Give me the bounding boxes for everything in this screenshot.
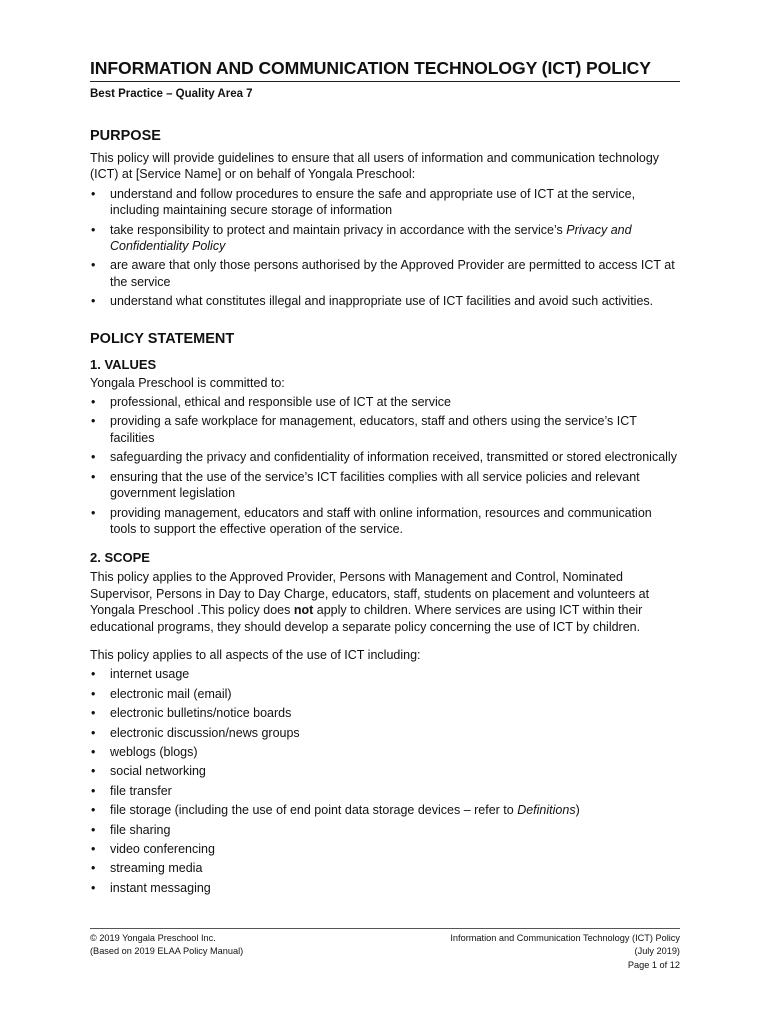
list-item: • providing management, educators and staff with online information, resources and communication tools to support the effective operation of the service. xyxy=(90,505,680,538)
list-item: • electronic discussion/news groups xyxy=(90,725,680,741)
list-item: • professional, ethical and responsible use of ICT at the service xyxy=(90,394,680,410)
document-title: INFORMATION AND COMMUNICATION TECHNOLOGY (ICT) POLICY xyxy=(90,58,680,82)
list-item xyxy=(90,802,680,818)
list-item: • weblogs (blogs) xyxy=(90,744,680,760)
footer-copyright: © 2019 Yongala Preschool Inc. xyxy=(90,933,216,943)
list-item: • electronic bulletins/notice boards xyxy=(90,705,680,721)
scope-heading: 2. SCOPE xyxy=(90,550,150,566)
policy-statement-heading: POLICY STATEMENT xyxy=(90,330,235,347)
list-item: • understand and follow procedures to ensure the safe and appropriate use of ICT at the service, including maintaining secure storage of information xyxy=(90,186,680,219)
document-subtitle: Best Practice – Quality Area 7 xyxy=(90,88,253,100)
footer-doc-title: Information and Communication Technology (ICT) Policy xyxy=(450,933,680,943)
purpose-heading: PURPOSE xyxy=(90,128,161,144)
scope-paragraph xyxy=(90,569,680,635)
list-item: • providing a safe workplace for management, educators, staff and others using the service’s ICT facilities xyxy=(90,413,680,446)
list-item: • understand what constitutes illegal and inappropriate use of ICT facilities and avoid such activities. xyxy=(90,293,680,309)
scope-emphasis: not xyxy=(293,603,314,618)
page-number: Page 1 of 12 xyxy=(627,959,680,970)
footer-right xyxy=(450,932,680,972)
list-item: • internet usage xyxy=(90,666,680,682)
purpose-intro: This policy will provide guidelines to ensure that all users of information and communication technology (ICT) at [Service Name] or on behalf of Yongala Preschool: xyxy=(90,151,660,182)
values-list xyxy=(90,394,680,537)
page-footer xyxy=(90,928,680,970)
footer-date: (July 2019) xyxy=(634,946,680,957)
list-item: • ensuring that the use of the service’s ICT facilities complies with all service policies and relevant government legislation xyxy=(90,469,680,502)
list-item: • social networking xyxy=(90,763,680,779)
values-heading: 1. VALUES xyxy=(90,356,157,372)
definitions-reference: Definitions xyxy=(517,803,576,818)
list-item: • electronic mail (email) xyxy=(90,686,680,702)
footer-source: (Based on 2019 ELAA Policy Manual) xyxy=(90,946,244,957)
list-item: • safeguarding the privacy and confidentiality of information received, transmitted or stored electronically xyxy=(90,449,680,465)
footer-left xyxy=(90,932,243,959)
scope-list xyxy=(90,666,680,896)
list-item: • file sharing xyxy=(90,822,680,838)
scope-text: This policy applies to the Approved Provider, Persons with Management and Control, Nominated Supervisor, Persons in Day to Day Charge, educators, staff, students on placement and volunteers at Yongala Preschool .This policy does xyxy=(90,570,650,618)
purpose-list xyxy=(90,186,680,310)
values-intro: Yongala Preschool is committed to: xyxy=(90,375,285,390)
list-item: • are aware that only those persons authorised by the Approved Provider are permitted to access ICT at the service xyxy=(90,257,680,290)
list-item-text: ) xyxy=(575,803,580,818)
list-item: • streaming media xyxy=(90,860,680,876)
policy-reference: Privacy and Confidentiality Policy xyxy=(110,222,632,254)
document-page xyxy=(90,58,680,896)
list-item xyxy=(90,222,680,255)
list-item: • instant messaging xyxy=(90,880,680,896)
list-item-text: file storage (including the use of end point data storage devices – refer to xyxy=(110,803,518,818)
list-item-text: take responsibility to protect and maintain privacy in accordance with the service’s xyxy=(110,222,567,237)
list-item: • video conferencing xyxy=(90,841,680,857)
scope-paragraph-2: This policy applies to all aspects of the use of ICT including: xyxy=(90,647,421,662)
scope-text: apply to children. Where services are using ICT within their educational programs, they should develop a separate policy concerning the use of ICT by children. xyxy=(90,603,643,634)
list-item: • file transfer xyxy=(90,783,680,799)
